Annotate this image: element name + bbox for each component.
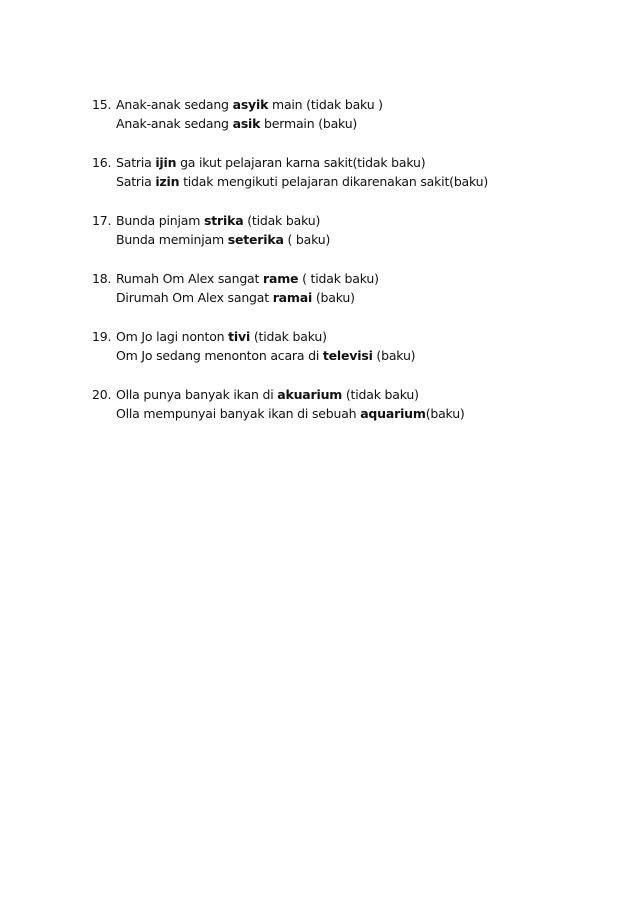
sentence-text: tidak mengikuti pelajaran dikarenakan sakit(baku)	[179, 174, 489, 189]
sentence-text: (baku)	[425, 406, 465, 421]
sentence-text: Satria	[116, 155, 156, 170]
sentence-text: Olla mempunyai banyak ikan di sebuah	[116, 406, 361, 421]
item-number: 17.	[92, 213, 112, 228]
sentence-text: (tidak baku)	[250, 329, 327, 344]
list-item	[92, 96, 612, 154]
sentence-text: Om Jo sedang menonton acara di	[116, 348, 323, 363]
item-number: 20.	[92, 387, 112, 402]
standard-word: asik	[232, 116, 261, 131]
sentence-text: Bunda meminjam	[116, 232, 228, 247]
sentence-text: ( tidak baku)	[298, 271, 379, 286]
item-number: 16.	[92, 155, 112, 170]
nonstandard-sentence	[116, 270, 379, 288]
example-list	[92, 96, 612, 426]
standard-word: seterika	[227, 232, 284, 247]
list-item	[92, 328, 612, 386]
list-item	[92, 212, 612, 270]
sentence-text: main (tidak baku )	[268, 97, 383, 112]
sentence-text: Anak-anak sedang	[116, 116, 233, 131]
sentence-text: (baku)	[372, 348, 416, 363]
list-item	[92, 154, 612, 212]
nonstandard-word: tivi	[228, 329, 251, 344]
standard-sentence	[116, 289, 355, 307]
nonstandard-word: akuarium	[277, 387, 343, 402]
nonstandard-word: rame	[263, 271, 299, 286]
nonstandard-sentence	[116, 328, 327, 346]
nonstandard-word: strika	[204, 213, 244, 228]
nonstandard-word: asyik	[232, 97, 269, 112]
sentence-text: Dirumah Om Alex sangat	[116, 290, 273, 305]
standard-word: ramai	[272, 290, 313, 305]
nonstandard-sentence	[116, 96, 383, 114]
sentence-text: Olla punya banyak ikan di	[116, 387, 278, 402]
standard-sentence	[116, 405, 465, 423]
list-item	[92, 386, 612, 426]
sentence-text: Bunda pinjam	[116, 213, 205, 228]
sentence-text: (tidak baku)	[243, 213, 321, 228]
standard-word: izin	[155, 174, 180, 189]
standard-word: aquarium	[360, 406, 426, 421]
nonstandard-sentence	[116, 212, 320, 230]
nonstandard-word: ijin	[155, 155, 177, 170]
sentence-text: bermain (baku)	[260, 116, 358, 131]
sentence-text: Anak-anak sedang	[116, 97, 233, 112]
standard-sentence	[116, 231, 330, 249]
standard-sentence	[116, 173, 488, 191]
item-number: 15.	[92, 97, 112, 112]
sentence-text: (tidak baku)	[342, 387, 419, 402]
sentence-text: Rumah Om Alex sangat	[116, 271, 263, 286]
standard-sentence	[116, 115, 357, 133]
item-number: 18.	[92, 271, 112, 286]
nonstandard-sentence	[116, 386, 419, 404]
sentence-text: Om Jo lagi nonton	[116, 329, 229, 344]
standard-word: televisi	[322, 348, 373, 363]
standard-sentence	[116, 347, 415, 365]
nonstandard-sentence	[116, 154, 425, 172]
item-number: 19.	[92, 329, 112, 344]
sentence-text: (baku)	[312, 290, 355, 305]
sentence-text: Satria	[116, 174, 156, 189]
sentence-text: ( baku)	[283, 232, 331, 247]
list-item	[92, 270, 612, 328]
sentence-text: ga ikut pelajaran karna sakit(tidak baku)	[176, 155, 426, 170]
